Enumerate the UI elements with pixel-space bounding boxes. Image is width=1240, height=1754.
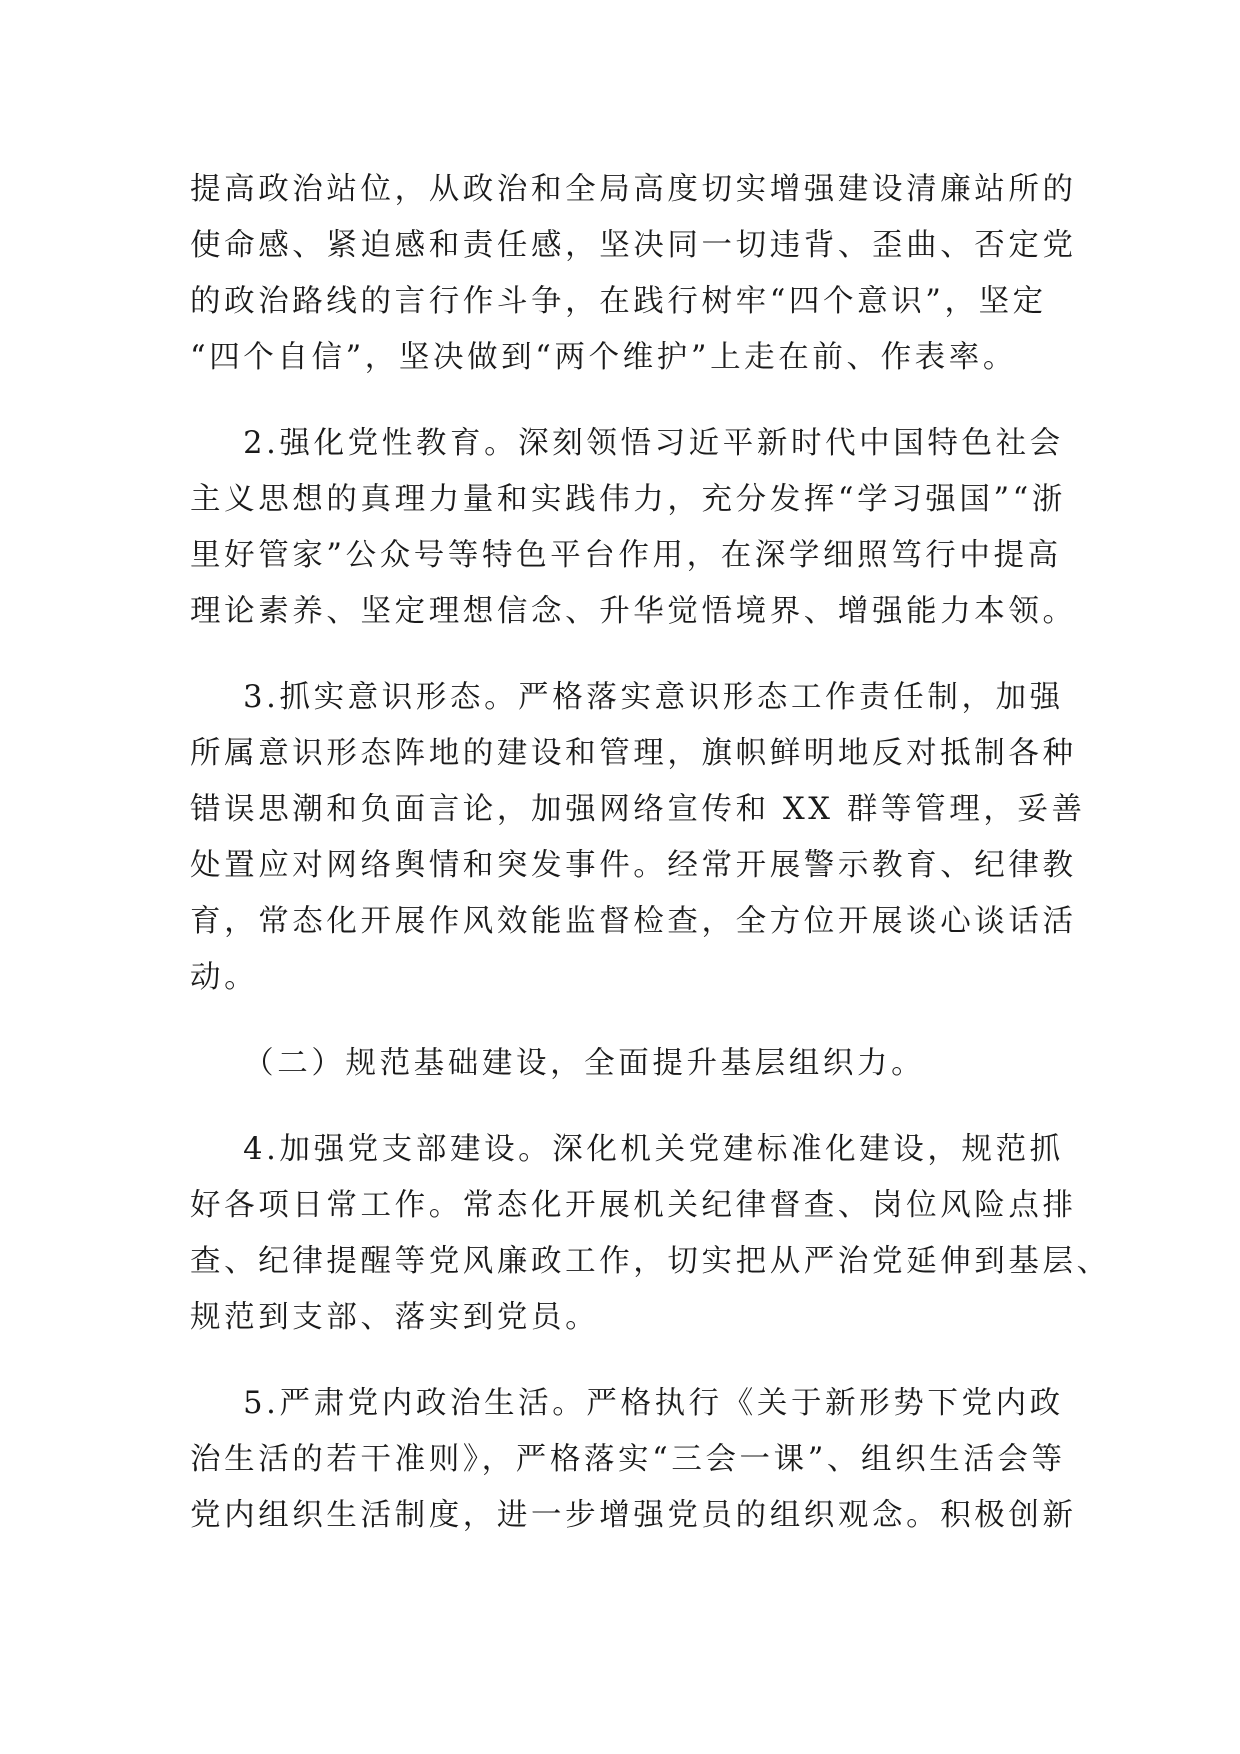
text-line: 规范到支部、落实到党员。 (190, 1300, 600, 1335)
paragraph-1 (190, 162, 1077, 386)
paragraph-2 (190, 416, 1077, 640)
text-line: 提高政治站位，从政治和全局高度切实增强建设清廉站所的 (190, 172, 1077, 207)
text-line: 主义思想的真理力量和实践伟力，充分发挥“学习强国”“浙 (190, 482, 1066, 517)
text-line: 的政治路线的言行作斗争，在践行树牢“四个意识”，坚定 (190, 284, 1047, 319)
text-line: 所属意识形态阵地的建设和管理，旗帜鲜明地反对抵制各种 (190, 736, 1077, 771)
heading-line: （二）规范基础建设，全面提升基层组织力。 (190, 1046, 926, 1081)
text-line: “四个自信”，坚决做到“两个维护”上走在前、作表率。 (190, 340, 1017, 375)
section-heading (190, 1036, 1050, 1092)
text-line: 育，常态化开展作风效能监督检查，全方位开展谈心谈话活 (190, 904, 1077, 939)
text-line: 动。 (190, 960, 259, 995)
text-line: 4.加强党支部建设。深化机关党建标准化建设，规范抓 (190, 1132, 1064, 1167)
text-line: 3.抓实意识形态。严格落实意识形态工作责任制，加强 (190, 680, 1064, 715)
text-line: 里好管家”公众号等特色平台作用，在深学细照笃行中提高 (190, 538, 1062, 573)
text-line: 查、纪律提醒等党风廉政工作，切实把从严治党延伸到基层、 (190, 1244, 1111, 1279)
paragraph-4 (190, 1122, 1111, 1346)
text-line: 处置应对网络舆情和突发事件。经常开展警示教育、纪律教 (190, 848, 1077, 883)
document-page (190, 162, 1111, 1544)
text-line: 治生活的若干准则》，严格落实“三会一课”、组织生活会等 (190, 1442, 1066, 1477)
text-line: 2.强化党性教育。深刻领悟习近平新时代中国特色社会 (190, 426, 1064, 461)
paragraph-5 (190, 1376, 1077, 1544)
text-line: 使命感、紧迫感和责任感，坚决同一切违背、歪曲、否定党 (190, 228, 1077, 263)
text-line: 理论素养、坚定理想信念、升华觉悟境界、增强能力本领。 (190, 594, 1077, 629)
text-line: 错误思潮和负面言论，加强网络宣传和 XX 群等管理，妥善 (190, 792, 1086, 827)
text-line: 党内组织生活制度，进一步增强党员的组织观念。积极创新 (190, 1498, 1077, 1533)
text-line: 5.严肃党内政治生活。严格执行《关于新形势下党内政 (190, 1386, 1064, 1421)
text-line: 好各项日常工作。常态化开展机关纪律督查、岗位风险点排 (190, 1188, 1077, 1223)
paragraph-3 (190, 670, 1086, 1006)
